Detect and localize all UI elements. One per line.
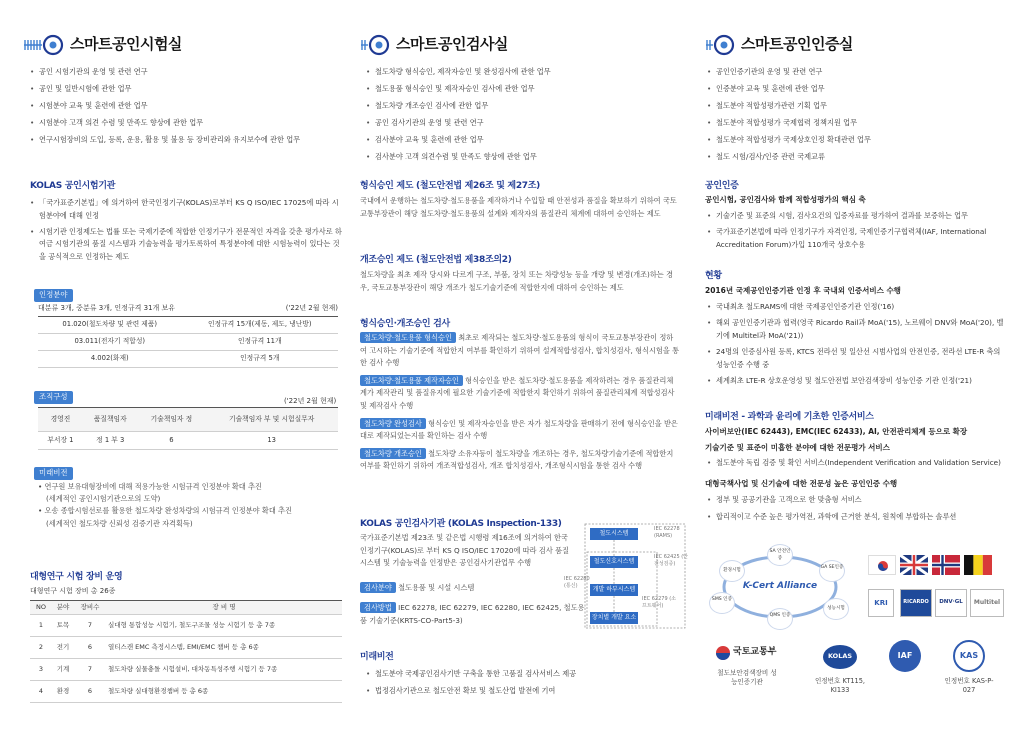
uk-flag-icon	[900, 555, 928, 575]
list-item: • 철도용품 형식승인 및 제작자승인 검사에 관한 업무	[366, 84, 686, 94]
list-item: • 오송 종합시험선로를 활용한 철도차량 완성차량의 시험규격 인정분야 확대 추진	[38, 506, 292, 516]
list-item: • 기술기준 및 표준의 시험, 검사요건의 입증자료를 평가하여 결과를 보증하는 업무	[707, 210, 1007, 223]
future-subtitle: 사이버보안(IEC 62443), EMC(IEC 62433), AI, 안전관리체계 등으로 확장	[705, 427, 968, 436]
table-cell: 정 1 부 3	[83, 432, 138, 450]
type-approval-text: 국내에서 운행하는 철도차량·철도용품을 제작하거나 수입할 때 안전성과 품질을 확보하기 위하여 국토교통부장관이 해당 철도차량·철도용품의 설계와 제작자의 품질관리 체계에 대하여 승인하는 제도	[360, 196, 677, 218]
alliance-node: QMS 인증	[767, 608, 793, 630]
table-cell: 철도차량 실대형환경챔버 등 총 6종	[106, 681, 342, 703]
diagram-label: IEC 62425 (안전성검증)	[654, 554, 688, 568]
duty-list	[707, 67, 1007, 169]
list-item: • 철도분야 독립 검증 및 확인 서비스(Independent Verification and Validation Service)	[707, 458, 1012, 468]
list-item: • 철도차량 개조승인 검사에 관한 업무	[366, 101, 686, 111]
kolas-title: KOLAS 공인시험기관	[30, 181, 116, 191]
table-cell: 2	[30, 637, 52, 659]
table-header: 기술책임자 부 및 시험실무자	[205, 408, 338, 432]
lab-header-icon	[22, 34, 64, 56]
list-item	[360, 418, 680, 443]
logo-caption: 철도보안검색장비 성능인증기관	[717, 669, 777, 687]
column-testing-lab	[22, 0, 344, 732]
table-header-row	[38, 408, 338, 432]
future-list	[707, 458, 1012, 475]
table-header: 장비수	[74, 601, 106, 615]
diagram-box: 장치별 개발 요소	[590, 612, 638, 624]
inspection-title: 형식승인·개조승인 검사	[360, 319, 450, 329]
list-item: • 연구시험장비의 도입, 등록, 운용, 활용 및 불용 등 장비관리와 유지보수에 관한 업무	[30, 135, 340, 145]
status-list	[707, 301, 1007, 391]
korea-flag-icon	[868, 555, 896, 575]
column-inspection-lab	[360, 0, 690, 732]
section-header	[705, 30, 853, 60]
table-header: 분야	[52, 601, 74, 615]
list-item: • 철도분야 적합성평가 국제협력 정책지원 업무	[707, 118, 1007, 128]
field-summary-row	[38, 303, 338, 313]
certification-header-icon	[705, 34, 735, 56]
table-cell: 환경	[52, 681, 74, 703]
field-table	[38, 316, 338, 368]
page-title: 스마트공인시험실	[70, 35, 182, 54]
field-summary: 대분류 3개, 중분류 3개, 인정규격 31개 보유	[38, 304, 176, 312]
modification-text: 철도차량을 최초 제작 당시와 다르게 구조, 부품, 장치 또는 차량성능 등을 개량 및 변경(개조)하는 경우, 국토교통부장관이 해당 개조가 철도기술기준에 적합한지에 대하여 승인하는 제도	[360, 270, 673, 292]
table-row	[38, 317, 338, 334]
table-header: 장 비 명	[106, 601, 342, 615]
footer-logo-iaf	[877, 640, 933, 672]
table-cell: 6	[138, 432, 206, 450]
method-tag: 검사방법	[360, 602, 396, 613]
table-cell: 철도차량 실물충돌 시험설비, 대차동특성주행 시험기 등 7종	[106, 659, 342, 681]
org-badge: 조직구성	[34, 391, 73, 404]
table-cell: 토목	[52, 615, 74, 637]
duty-list	[30, 67, 340, 152]
kcert-alliance-diagram	[705, 542, 855, 632]
table-cell: 실대형 통합성능 시험기, 철도구조물 성능 시험기 등 총 7종	[106, 615, 342, 637]
list-item: • 철도분야 국제공인검사기반 구축을 통한 고품질 검사서비스 제공	[366, 669, 686, 679]
status-subtitle: 2016년 국제공인인증기관 인정 후 국내외 인증서비스 수행	[705, 286, 901, 295]
page-title: 스마트공인인증실	[741, 35, 853, 54]
table-cell: 4.002(화재)	[38, 351, 182, 368]
future-vision-title: 미래비전	[360, 652, 394, 662]
diagram-box: 철도시스템	[590, 528, 638, 540]
table-row	[38, 432, 338, 450]
table-cell: 기계	[52, 659, 74, 681]
equip-table	[30, 600, 342, 703]
kri-logo: KRI	[868, 589, 894, 617]
item-text: 형식승인을 받은 철도차량·철도용품을 제작하려는 경우 품질관리체계가 제작관리 및 품질유지에 필요한 기술기준에 적합한지 확인하기 위하여 품질관리체계 적합성검사 및 제작검사 수행	[360, 375, 675, 410]
logo-kolas: KOLAS	[823, 645, 857, 669]
column-certification-lab	[705, 0, 1015, 732]
vision-list	[38, 481, 343, 530]
alliance-node: SMS 인증	[709, 592, 735, 614]
list-item: • 인증분야 교육 및 훈련에 관한 업무	[707, 84, 1007, 94]
logo-ministry	[715, 645, 779, 661]
table-row	[30, 637, 342, 659]
table-row	[30, 659, 342, 681]
table-row	[30, 681, 342, 703]
table-cell: 13	[205, 432, 338, 450]
table-cell: 인정규격 5개	[182, 351, 338, 368]
footer-logo-kas	[939, 640, 999, 695]
item-text: 최초로 제작되는 철도차량·철도용품의 형식이 국토교통부장관이 정하여 고시하는 기술기준에 적합한지 여부를 확인하기 위하여 설계적합성검사, 합치성검사, 형식시험을 통한 검사 수행	[360, 333, 680, 368]
section-header	[22, 30, 182, 60]
diagram-label: IEC 62279 (소프트웨어)	[642, 596, 676, 610]
table-row	[38, 351, 338, 368]
logo-caption: 인정번호 KAS-P-027	[944, 677, 994, 695]
table-row	[38, 334, 338, 351]
type-approval-title: 형식승인 제도 (철도안전법 제26조 및 제27조)	[360, 181, 540, 191]
section-header	[360, 30, 508, 60]
table-row	[30, 615, 342, 637]
list-item: • 철도차량 형식승인, 제작자승인 및 완성검사에 관한 업무	[366, 67, 686, 77]
logo-iaf: IAF	[889, 640, 921, 672]
future-vision-list	[366, 669, 686, 703]
list-item: • 세계최초 LTE-R 상호운영성 및 철도안전법 보안검색장비 성능인증 기관 인정('21)	[707, 375, 1007, 388]
logo-kas: KAS	[953, 640, 985, 672]
table-cell: 6	[74, 681, 106, 703]
partner-logo: Multitel	[970, 589, 1004, 617]
table-cell: 열티스캔 EMC 측정시스템, EMI/EMC 챔버 등 총 6종	[106, 637, 342, 659]
table-cell: 01.020(철도차량 및 관련 제품)	[38, 317, 182, 334]
cert-list	[707, 210, 1007, 255]
list-item: • 철도분야 적합성평가 국제상호인정 확대관련 업무	[707, 135, 1007, 145]
alliance-node: 성능시험	[823, 598, 849, 620]
footer-logo-kolas	[810, 645, 870, 695]
method-text: IEC 62278, IEC 62279, IEC 62280, IEC 62425, 철도용품 기술기준(KRTS-CO-Part5-3)	[360, 603, 585, 625]
item-tag: 철도차량 개조승인	[360, 448, 426, 459]
list-item: • 합리적이고 수준 높은 평가역전, 과학에 근거한 분석, 원칙에 부합하는 솔루션	[707, 512, 1012, 522]
kolas-inspection-text: 국가표준기본법 제23조 및 같은법 시행령 제16조에 의거하여 한국인정기구(KOLAS)로 부터 KS Q ISO/IEC 17020에 따라 검사 품질시스템 및 기술능력을 인정받은 공인검사기관업무 수행	[360, 533, 569, 568]
list-item: • 법정검사기관으로 철도안전 확보 및 철도산업 발전에 기여	[366, 686, 686, 696]
kolas-list	[30, 197, 342, 267]
field-text: 철도용품 및 시설 시스템	[398, 583, 475, 592]
diagram-label: IEC 62280 (통신)	[564, 576, 590, 590]
table-cell: 부서장 1	[38, 432, 83, 450]
list-item: • 공인 시험기관의 운영 및 관련 연구	[30, 67, 340, 77]
field-tag: 검사분야	[360, 582, 396, 593]
table-cell: 1	[30, 615, 52, 637]
page-title: 스마트공인검사실	[396, 35, 508, 54]
cert-subtitle: 공인시험, 공인검사와 함께 적합성평가의 핵심 축	[705, 195, 866, 204]
alliance-node: 환경시험	[719, 560, 745, 582]
field-block	[38, 303, 338, 368]
vision-badge: 미래비전	[34, 467, 73, 480]
equip-summary: 대형연구 시험 장비 총 26종	[30, 587, 116, 595]
partner-logo: DNV·GL	[935, 589, 967, 617]
status-title: 현황	[705, 271, 722, 281]
list-item: • 공인 검사기관의 운영 및 관련 연구	[366, 118, 686, 128]
list-item: • 철도 시험/검사/인증 관련 국제교류	[707, 152, 1007, 162]
alliance-node: GA SE인증	[819, 560, 845, 582]
table-cell: 7	[74, 659, 106, 681]
logo-caption: 인정번호 KT115, KI133	[814, 677, 866, 695]
table-header: NO	[30, 601, 52, 615]
table-cell: 4	[30, 681, 52, 703]
list-item: • 「국가표준기본법」에 의거하여 한국인정기구(KOLAS)로부터 KS Q ISO/IEC 17025에 따라 시험분야에 대해 인정	[30, 197, 342, 222]
list-item: • 국내최초 철도RAMS에 대한 국제공인인증기관 인정('16)	[707, 301, 1007, 314]
diagram-box: 개발 하부시스템	[590, 584, 638, 596]
list-item: • 연구원 보유대형장비에 대해 적용가능한 시험규격 인정분야 확대 추진	[38, 482, 262, 491]
list-item: • 시험기관 인정제도는 법률 또는 국제기준에 적합한 인정기구가 전문적인 자격을 갖춘 평가사로 하여금 시험기관의 품질 시스템과 기술능력을 평가토록하여 특정분야에 대한 시험능력이 있다는 것을 공식적으로 인정하는 제도	[30, 226, 342, 264]
item-text: 형식승인 및 제작자승인을 받은 자가 철도차량을 판매하기 전에 형식승인을 받은 대로 제작되었는지를 확인하는 검사 수행	[360, 418, 678, 441]
list-item: • 시험분야 고객 의견 수렴 및 만족도 향상에 관한 업무	[30, 118, 340, 128]
list-item: • 검사분야 고객 의견수렴 및 만족도 향상에 관한 업무	[366, 152, 686, 162]
field-date: ('22년 2월 현재)	[285, 304, 338, 312]
diagram-label: IEC 62278 (RAMS)	[654, 526, 680, 540]
list-item: • 24명의 인증심사원 등록, KTCS 전라선 및 일산선 시범사업의 안전인증, 전라선 LTE-R 축의 성능인증 수행 중	[707, 346, 1007, 371]
inspection-field	[360, 582, 575, 595]
list-item	[360, 332, 680, 370]
list-item-text: 오송 종합시험선로를 활용한 철도차량 완성차량의 시험규격 인정분야 확대 추진	[44, 506, 292, 516]
inspection-items	[360, 332, 680, 473]
table-header: 품질책임자	[83, 408, 138, 432]
kolas-inspection-title: KOLAS 공인검사기관 (KOLAS Inspection-133)	[360, 519, 562, 529]
list-item-note: (세계적인 철도차량 신뢰성 검증기관 자격획득)	[46, 518, 193, 528]
item-tag: 철도차량·철도용품 제작자승인	[360, 375, 463, 386]
alliance-center: K-Cert Alliance	[742, 581, 818, 591]
list-item-text: 연구원 보유대형장비에 대해 적용가능한 시험규격 인정분야 확대 추진	[44, 482, 262, 491]
list-item: • 정부 및 공공기관을 고객으로 한 맞춤형 서비스	[707, 495, 1012, 505]
table-header-row	[30, 601, 342, 615]
modification-title: 개조승인 제도 (철도안전법 제38조의2)	[360, 255, 512, 265]
table-cell: 인정규격 11개	[182, 334, 338, 351]
diagram-box: 철도신호시스템	[590, 556, 638, 568]
item-tag: 철도차량 완성검사	[360, 418, 426, 429]
list-item: • 공인인증기관의 운영 및 관련 연구	[707, 67, 1007, 77]
cert-title: 공인인증	[705, 181, 739, 191]
partner-logo: RICARDO	[900, 589, 932, 617]
list-item	[360, 375, 680, 413]
inspection-method	[360, 602, 585, 627]
item-text: 철도차량 소유자등이 철도차량을 개조하는 경우, 철도차량기술기준에 적합한지 여부를 확인하기 위하여 개조적합성검사, 개조 합치성검사, 개조형식시험을 통한 검사 수행	[360, 448, 674, 471]
table-cell: 7	[74, 615, 106, 637]
future-subtitle: 대형국책사업 및 신기술에 대한 전문성 높은 공인인증 수행	[705, 479, 898, 488]
table-cell: 3	[30, 659, 52, 681]
list-item: • 철도분야 적합성평가관련 기획 업무	[707, 101, 1007, 111]
list-item: • 국가표준기본법에 따라 인정기구가 자격인정, 국제인증기구협력체(IAF, International Accreditation Forum)가입 110개국 상호수용	[707, 226, 1007, 251]
field-badge: 인정분야	[34, 289, 73, 302]
duty-list	[366, 67, 686, 169]
alliance-node: SA 안전인증	[767, 544, 793, 566]
ministry-emblem-icon	[715, 645, 731, 661]
table-header: 기술책임자 정	[138, 408, 206, 432]
table-header: 경영진	[38, 408, 83, 432]
list-item: • 검사분야 교육 및 훈련에 관한 업무	[366, 135, 686, 145]
table-cell: 전기	[52, 637, 74, 659]
table-cell: 6	[74, 637, 106, 659]
list-item-note: (세계적인 공인시험기관으로의 도약)	[46, 494, 161, 504]
footer-logo-ministry	[715, 645, 779, 687]
logo-text: 국토교통부	[733, 647, 777, 658]
list-item: • 시험분야 교육 및 훈련에 관한 업무	[30, 101, 340, 111]
item-tag: 철도차량·철도용품 형식승인	[360, 332, 456, 343]
norway-flag-icon	[932, 555, 960, 575]
belgium-flag-icon	[964, 555, 992, 575]
equip-title: 대형연구 시험 장비 운영	[30, 572, 123, 582]
org-date: ('22년 2월 현재)	[284, 397, 337, 405]
list-item	[360, 448, 680, 473]
table-cell: 인정규격 15개(제동, 제도, 냉난방)	[182, 317, 338, 334]
system-diagram	[564, 522, 690, 632]
inspection-header-icon	[360, 34, 390, 56]
org-table	[38, 407, 338, 450]
list-item: • 공인 및 일반시험에 관한 업무	[30, 84, 340, 94]
future-list	[707, 495, 1012, 529]
future-subtitle: 기술기준 및 표준이 미흡한 분야에 대한 전문평가 서비스	[705, 443, 890, 452]
future-title: 미래비전 - 과학과 윤리에 기초한 인증서비스	[705, 412, 874, 422]
list-item: • 해외 공인인증기관과 협력(영국 Ricardo Rail과 MoA('15), 노르웨이 DNV와 MoA('20), 벨기에 Multitel과 MoA('21))	[707, 317, 1007, 342]
table-cell: 03.011(전자기 적합성)	[38, 334, 182, 351]
